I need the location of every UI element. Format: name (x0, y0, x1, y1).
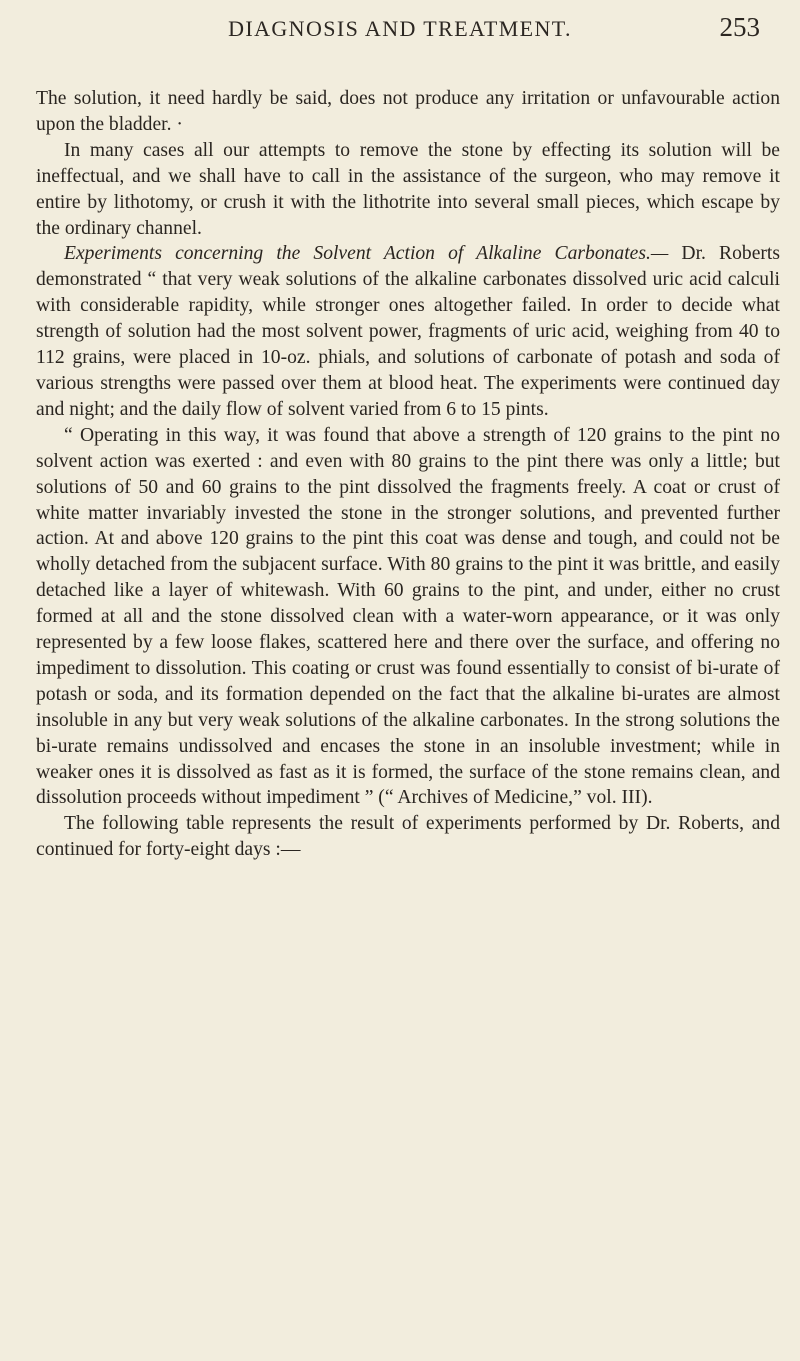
section-heading: Experiments concerning the Solvent Action of Alkaline Carbonates.— (64, 243, 669, 265)
page-number: 253 (719, 12, 760, 42)
page-header (0, 12, 800, 52)
paragraph-experiments (36, 241, 780, 422)
paragraph-table-intro: The following table represents the result of experiments performed by Dr. Roberts, and continued for forty-eight days :— (36, 813, 780, 861)
body-text (36, 86, 780, 863)
paragraph-operating-quote: “ Operating in this way, it was found that above a strength of 120 grains to the pint no solvent action was exerted : and even with 80 grains to the pint there was only a little; but solutions of 50 and 60 grains to the pint dissolved the fragments freely. A coat or crust of white matter invariably invested the stone in the stronger solutions, and prevented further action. At and above 120 grains to the pint this coat was dense and tough, and could not be wholly detached from the subjacent surface. With 80 grains to the pint it was brittle, and easily detached like a layer of whitewash. With 60 grains to the pint, and under, either no crust formed at all and the stone dissolved clean with a water-worn appearance, or it was only represented by a few loose flakes, scattered here and there over the surface, and offering no impediment to dissolution. This coating or crust was found essentially to consist of bi-urate of potash or soda, and its formation depended on the fact that the alkaline bi-urates are almost insoluble in any but very weak solutions of the alkaline carbonates. In the strong solutions the bi-urate remains undissolved and encases the stone in an insoluble investment; while in weaker ones it is dissolved as fast as it is formed, the surface of the stone remains clean, and dissolution proceeds without impediment ” (“ Archives of Medicine,” vol. III). (36, 424, 780, 809)
paragraph-solution-irritation: The solution, it need hardly be said, does not produce any irritation or unfavourable action upon the bladder. · (36, 88, 780, 135)
paragraph-experiments-body: Dr. Roberts demonstrated “ that very weak solutions of the alkaline carbonates dissolved uric acid calculi with considerable rapidity, while stronger ones altogether failed. In order to decide what strength of solution had the most solvent power, fragments of uric acid, weighing from 40 to 112 grains, were placed in 10-oz. phials, and solutions of carbonate of potash and soda of various strengths were passed over them at blood heat. The experiments were continued day and night; and the daily flow of solvent varied from 6 to 15 pints. (36, 243, 780, 420)
paragraph-surgeon-lithotomy: In many cases all our attempts to remove the stone by effecting its solution will be ineffectual, and we shall have to call in the assistance of the surgeon, who may remove it entire by lithotomy, or crush it with the lithotrite into several small pieces, which escape by the ordinary channel. (36, 139, 780, 239)
running-title: DIAGNOSIS AND TREATMENT. (228, 16, 572, 41)
